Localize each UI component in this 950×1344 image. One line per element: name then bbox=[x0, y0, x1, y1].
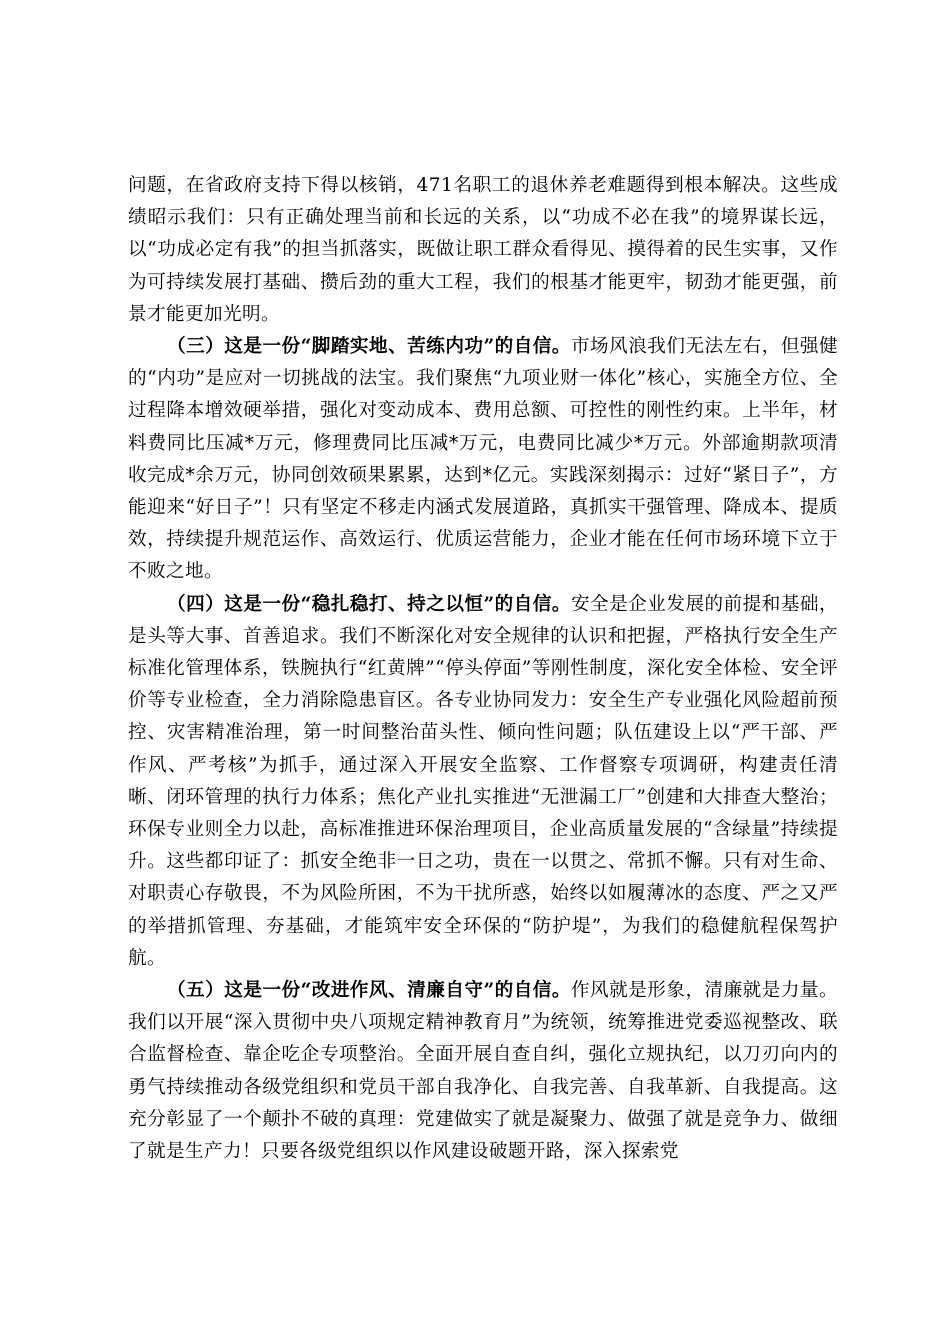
paragraph-body: 市场风浪我们无法左右，但强健的“内功”是应对一切挑战的法宝。我们聚焦“九项业财一体化”核心，实施全方位、全过程降本增效硬举措，强化对变动成本、费用总额、可控性的刚性约束。上半年，材料费同比压减*万元，修理费同比压减*万元，电费同比减少*万元。外部逾期款项清收完成*余万元，协同创效硕果累累，达到*亿元。实践深刻揭示：过好“紧日子”，方能迎来“好日子”！只有坚定不移走内涵式发展道路，真抓实干强管理、降成本、提质效，持续提升规范运作、高效运行、优质运营能力，企业才能在任何市场环境下立于不败之地。 bbox=[128, 336, 838, 583]
section-heading-3: （三）这是一份“脚踏实地、苦练内功”的自信。 bbox=[167, 336, 571, 358]
paragraph-body: 安全是企业发展的前提和基础，是头等大事、首善追求。我们不断深化对安全规律的认识和把握，严格执行安全生产标准化管理体系，铁腕执行“红黄牌”“停头停面”等刚性制度，深化安全体检、安全评价等专业检查，全力消除隐患盲区。各专业协同发力：安全生产专业强化风险超前预控、灾害精准治理，第一时间整治苗头性、倾向性问题；队伍建设上以“严干部、严作风、严考核”为抓手，通过深入开展安全监察、工作督察专项调研，构建责任清晰、闭环管理的执行力体系；焦化产业扎实推进“无泄漏工厂”创建和大排查大整治；环保专业则全力以赴，高标准推进环保治理项目，企业高质量发展的“含绿量”持续提升。这些都印证了：抓安全绝非一日之功，贵在一以贯之、常抓不懈。只有对生命、对职责心存敬畏，不为风险所困，不为干扰所惑，始终以如履薄冰的态度、严之又严的举措抓管理、夯基础，才能筑牢安全环保的“防护堤”，为我们的稳健航程保驾护航。 bbox=[128, 593, 838, 969]
document-page bbox=[128, 170, 838, 1168]
paragraph-section-5 bbox=[128, 975, 838, 1168]
section-heading-4: （四）这是一份“稳扎稳打、持之以恒”的自信。 bbox=[167, 593, 571, 615]
paragraph-body: 作风就是形象，清廉就是力量。我们以开展“深入贯彻中央八项规定精神教育月”为统领，统筹推进党委巡视整改、联合监督检查、靠企吃企专项整治。全面开展自查自纠，强化立规执纪，以刀刃向内的勇气持续推动各级党组织和党员干部自我净化、自我完善、自我革新、自我提高。这充分彰显了一个颠扑不破的真理：党建做实了就是凝聚力、做强了就是竞争力、做细了就是生产力！只要各级党组织以作风建设破题开路，深入探索党 bbox=[128, 980, 838, 1163]
paragraph-body: 问题，在省政府支持下得以核销，471名职工的退休养老难题得到根本解决。这些成绩昭示我们：只有正确处理当前和长远的关系，以“功成不必在我”的境界谋长远，以“功成必定有我”的担当抓落实，既做让职工群众看得见、摸得着的民生实事，又作为可持续发展打基础、攒后劲的重大工程，我们的根基才能更牢，韧劲才能更强，前景才能更加光明。 bbox=[128, 175, 838, 325]
paragraph-continuation bbox=[128, 170, 838, 331]
paragraph-section-3 bbox=[128, 331, 838, 589]
paragraph-section-4 bbox=[128, 589, 838, 975]
section-heading-5: （五）这是一份“改进作风、清廉自守”的自信。 bbox=[167, 980, 571, 1002]
